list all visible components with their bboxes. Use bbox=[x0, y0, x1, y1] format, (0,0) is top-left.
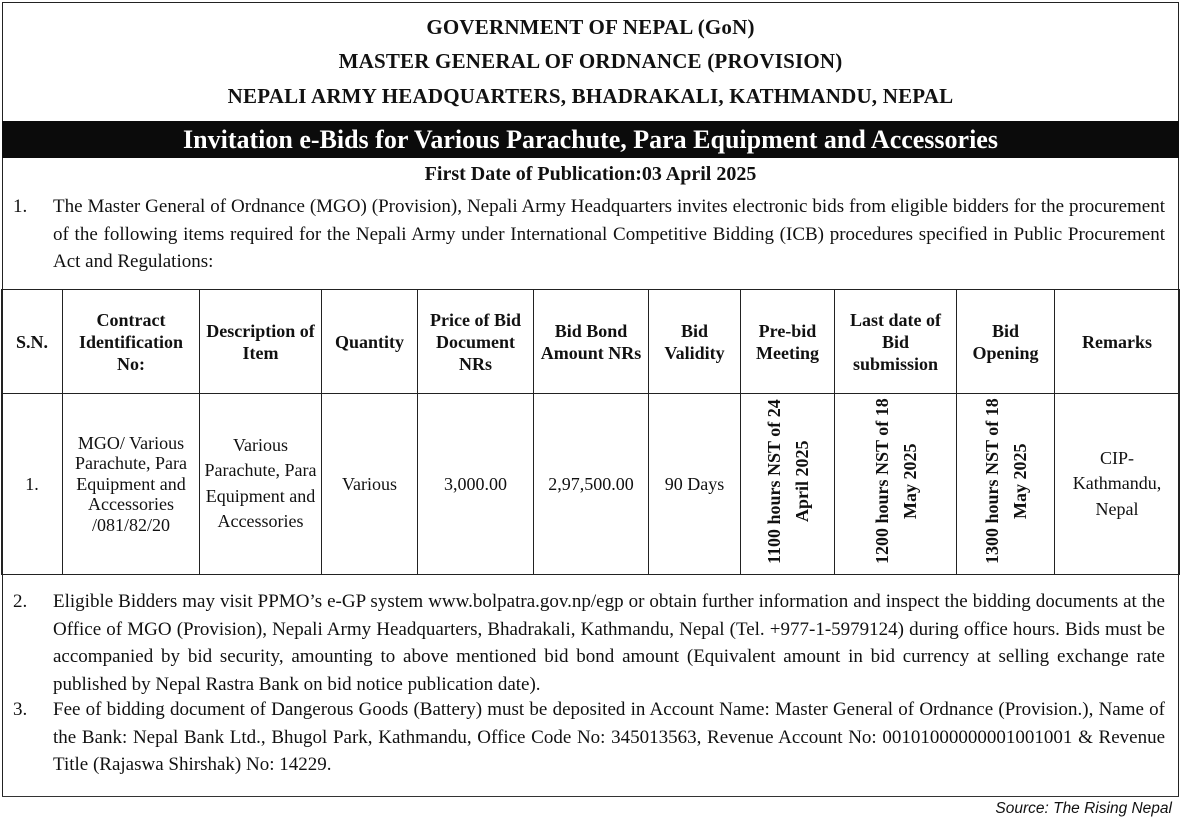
cell-prebid bbox=[741, 394, 835, 575]
col-header-description: Description of Item bbox=[200, 290, 322, 394]
cell-remarks: CIP- Kathmandu, Nepal bbox=[1055, 394, 1180, 575]
cell-validity: 90 Days bbox=[649, 394, 741, 575]
intro-text: The Master General of Ordnance (MGO) (Provision), Nepali Army Headquarters invites electronic bids from eligible bidders for the procurement of the following items required for the Nepali Army under International Competitive Bidding (ICB) procedures specified in Public Procurement Act and Regulations: bbox=[53, 196, 1165, 272]
prebid-text: 1100 hours NST of 24 April 2025 bbox=[763, 399, 812, 564]
col-header-remarks: Remarks bbox=[1055, 290, 1180, 394]
cell-price: 3,000.00 bbox=[418, 394, 534, 575]
notice-title-banner: Invitation e-Bids for Various Parachute, Para Equipment and Accessories bbox=[2, 121, 1179, 158]
source-credit: Source: The Rising Nepal bbox=[995, 800, 1172, 817]
intro-paragraph bbox=[13, 193, 1165, 276]
cell-opening bbox=[957, 394, 1055, 575]
col-header-contract-id: Contract Identification No: bbox=[63, 290, 200, 394]
col-header-quantity: Quantity bbox=[322, 290, 418, 394]
table-header-row bbox=[2, 290, 1180, 394]
note-2-text: Eligible Bidders may visit PPMO’s e-GP system www.bolpatra.gov.np/egp or obtain further information and inspect the bidding documents at the Office of MGO (Provision), Nepali Army Headquarters, Bhadrakali, Kathmandu, Nepal (Tel. +977-1-5979124) during office hours. Bids must be accompanied by bid security, amounting to above mentioned bid bond amount (Equivalent amount in bid currency at selling exchange rate published by Nepal Rastra Bank on bid notice publication date). bbox=[53, 591, 1165, 695]
col-header-prebid: Pre-bid Meeting bbox=[741, 290, 835, 394]
table-row bbox=[2, 394, 1180, 575]
cell-description: Various Parachute, Para Equipment and Accessories bbox=[200, 394, 322, 575]
cell-bid-bond: 2,97,500.00 bbox=[534, 394, 649, 575]
col-header-bid-bond: Bid Bond Amount NRs bbox=[534, 290, 649, 394]
note-3-text: Fee of bidding document of Dangerous Goods (Battery) must be deposited in Account Name: Master General of Ordnance (Provision.), Name of the Bank: Nepal Bank Ltd., Bhugol Park, Kathmandu, Office Code No: 345013563, Revenue Account No: 00101000000001001001 & Revenue Title (Rajaswa Shirshak) No: 14229. bbox=[53, 699, 1165, 775]
opening-text: 1300 hours NST of 18 May 2025 bbox=[981, 398, 1030, 565]
note-3 bbox=[13, 696, 1165, 779]
note-2-number: 2. bbox=[13, 591, 28, 612]
col-header-last-date: Last date of Bid submission bbox=[835, 290, 957, 394]
note-3-number: 3. bbox=[13, 699, 28, 720]
bottom-divider bbox=[2, 796, 1179, 797]
bid-table bbox=[1, 289, 1180, 575]
intro-number: 1. bbox=[13, 196, 28, 217]
col-header-sn: S.N. bbox=[2, 290, 63, 394]
cell-contract-id: MGO/ Various Parachute, Para Equipment and Accessories /081/82/20 bbox=[63, 394, 200, 575]
col-header-price: Price of Bid Document NRs bbox=[418, 290, 534, 394]
col-header-validity: Bid Validity bbox=[649, 290, 741, 394]
cell-sn: 1. bbox=[2, 394, 63, 575]
header-line-3: NEPALI ARMY HEADQUARTERS, BHADRAKALI, KATHMANDU, NEPAL bbox=[227, 84, 954, 108]
header-line-1: GOVERNMENT OF NEPAL (GoN) bbox=[426, 15, 755, 39]
last-date-text: 1200 hours NST of 18 May 2025 bbox=[871, 398, 920, 565]
col-header-opening: Bid Opening bbox=[957, 290, 1055, 394]
cell-last-date bbox=[835, 394, 957, 575]
cell-quantity: Various bbox=[322, 394, 418, 575]
header-line-2: MASTER GENERAL OF ORDNANCE (PROVISION) bbox=[338, 49, 843, 73]
note-2 bbox=[13, 588, 1165, 698]
publication-date: First Date of Publication:03 April 2025 bbox=[424, 163, 757, 185]
